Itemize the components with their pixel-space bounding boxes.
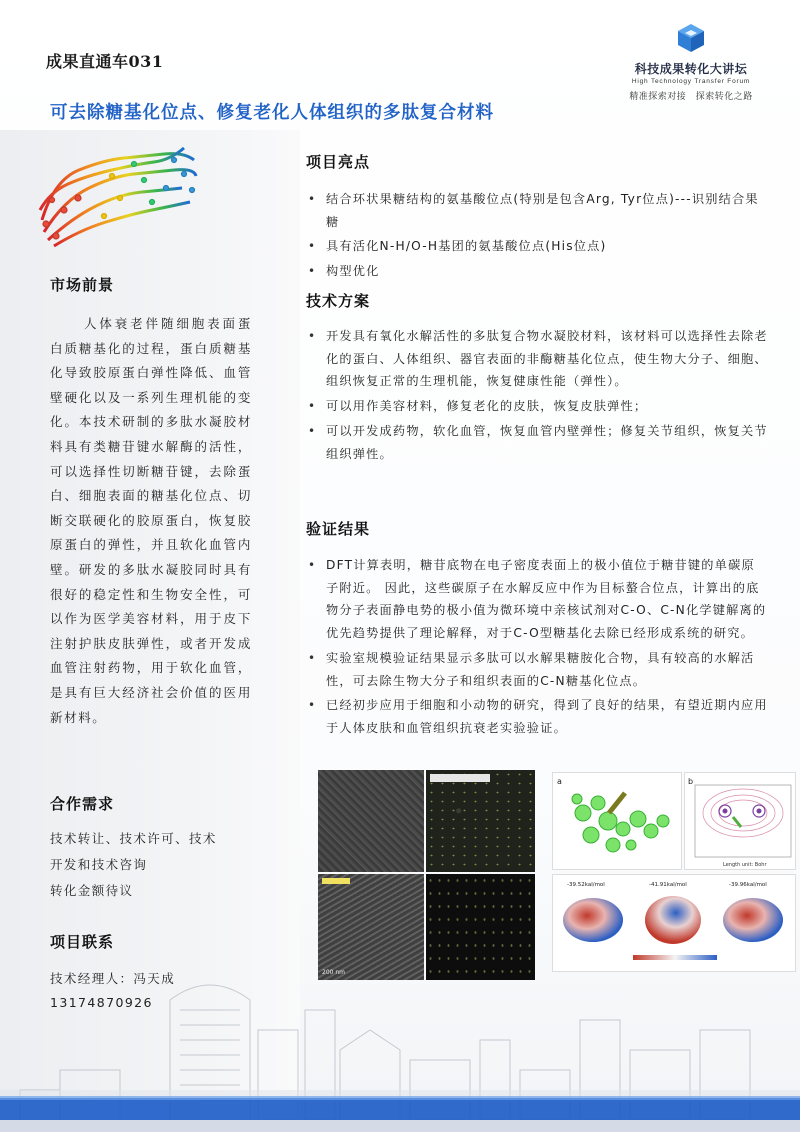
panel-a-label: a [557, 777, 562, 786]
brand-block [616, 22, 766, 102]
scale-bar: 200 nm [322, 969, 346, 976]
contact-manager: 技术经理人：冯天成 [50, 971, 176, 986]
solution-heading: 技术方案 [306, 292, 371, 310]
brand-name: 科技成果转化大讲坛 [634, 62, 748, 76]
sem-particles [426, 770, 535, 872]
market-heading: 市场前景 [50, 276, 115, 294]
electrostatic-potential-panel [552, 874, 796, 972]
results-heading: 验证结果 [306, 520, 371, 538]
molecule-panel-a [552, 772, 682, 870]
cooperation-line: 开发和技术咨询 [50, 857, 148, 872]
highlights-list [306, 188, 768, 285]
energy-label: -41.91kal/mol [649, 882, 687, 888]
cooperation-line: 转化金额待议 [50, 883, 134, 898]
list-item: • 实验室规模验证结果显示多肽可以水解果糖胺化合物，具有较高的水解活性，可去除生物大分子和组织表面的C-N糖基化位点。 [306, 647, 768, 692]
series-label: 成果直通车031 [46, 52, 164, 71]
highlights-heading: 项目亮点 [306, 153, 371, 171]
cube-logo-icon [675, 22, 707, 58]
page-title: 可去除糖基化位点、修复老化人体组织的多肽复合材料 [50, 103, 494, 123]
sem-image-top-left [318, 770, 424, 872]
sem-label-strip [430, 774, 490, 782]
sem-image-top-right [426, 770, 535, 872]
solution-list [306, 325, 768, 467]
sem-label-strip [322, 878, 350, 884]
brand-slogan: 精准探索对接 探索转化之路 [629, 92, 753, 102]
energy-label: -39.96kal/mol [729, 882, 767, 888]
axis-label: Length unit: Bohr [723, 862, 767, 868]
city-skyline-footer [0, 960, 800, 1132]
panel-b-label: b [688, 777, 694, 786]
list-item: • 构型优化 [306, 260, 768, 283]
list-item: • 已经初步应用于细胞和小动物的研究，得到了良好的结果，有望近期内应用于人体皮肤和血管组织抗衰老实验验证。 [306, 694, 768, 739]
cooperation-heading: 合作需求 [50, 795, 115, 813]
list-item: • 可以用作美容材料，修复老化的皮肤，恢复皮肤弹性； [306, 395, 768, 418]
list-item: • 开发具有氧化水解活性的多肽复合物水凝胶材料，该材料可以选择性去除老化的蛋白、人体组织、器官表面的非酶糖基化位点，使生物大分子、细胞、组织恢复正常的生理机能，恢复健康性能（弹性）。 [306, 325, 768, 393]
brand-english: High Technology Transfer Forum [631, 78, 751, 85]
contact-heading: 项目联系 [50, 933, 115, 951]
cooperation-line: 技术转让、技术许可、技术 [50, 831, 217, 846]
contact-phone: 13174870926 [50, 995, 153, 1010]
list-item: • 可以开发成药物，软化血管，恢复血管内壁弹性；修复关节组织，恢复关节组织弹性。 [306, 420, 768, 465]
peptide-molecule-image [34, 140, 199, 252]
list-item: • 结合环状果糖结构的氨基酸位点(特别是包含Arg, Tyr位点)---识别结合果糖 [306, 188, 768, 233]
energy-label: -39.52kal/mol [567, 882, 605, 888]
market-body: 人体衰老伴随细胞表面蛋白质糖基化的过程，蛋白质糖基化导致胶原蛋白弹性降低、血管壁硬化以及一系列生理机能的变化。本技术研制的多肽水凝胶材料具有类糖苷键水解酶的活性，可以选择性切断糖苷键，去除蛋白、细胞表面的糖基化位点、切断交联硬化的胶原蛋白，恢复胶原蛋白的弹性，并且软化血管内壁。研发的多肽水凝胶同时具有很好的稳定性和生物安全性，可以作为医学美容材料，用于皮下注射护肤皮肤弹性，或者开发成血管注射药物，用于软化血管，是具有巨大经济社会价值的医用新材料。 [50, 316, 252, 725]
contour-panel-b [684, 772, 796, 870]
results-list [306, 554, 768, 742]
list-item: • DFT计算表明，糖苷底物在电子密度表面上的极小值位于糖苷键的单碳原子附近。 因此，这些碳原子在水解反应中作为目标螯合位点，计算出的底物分子表面静电势的极小值为微环境中亲核试剂对C-O、C-N化学键解离的优先趋势提供了理论解释，对于C-O型糖基化去除已经形成系统的研究。 [306, 554, 768, 645]
cooperation-lines [50, 826, 280, 904]
list-item: • 具有活化N-H/O-H基团的氨基酸位点(His位点) [306, 235, 768, 258]
